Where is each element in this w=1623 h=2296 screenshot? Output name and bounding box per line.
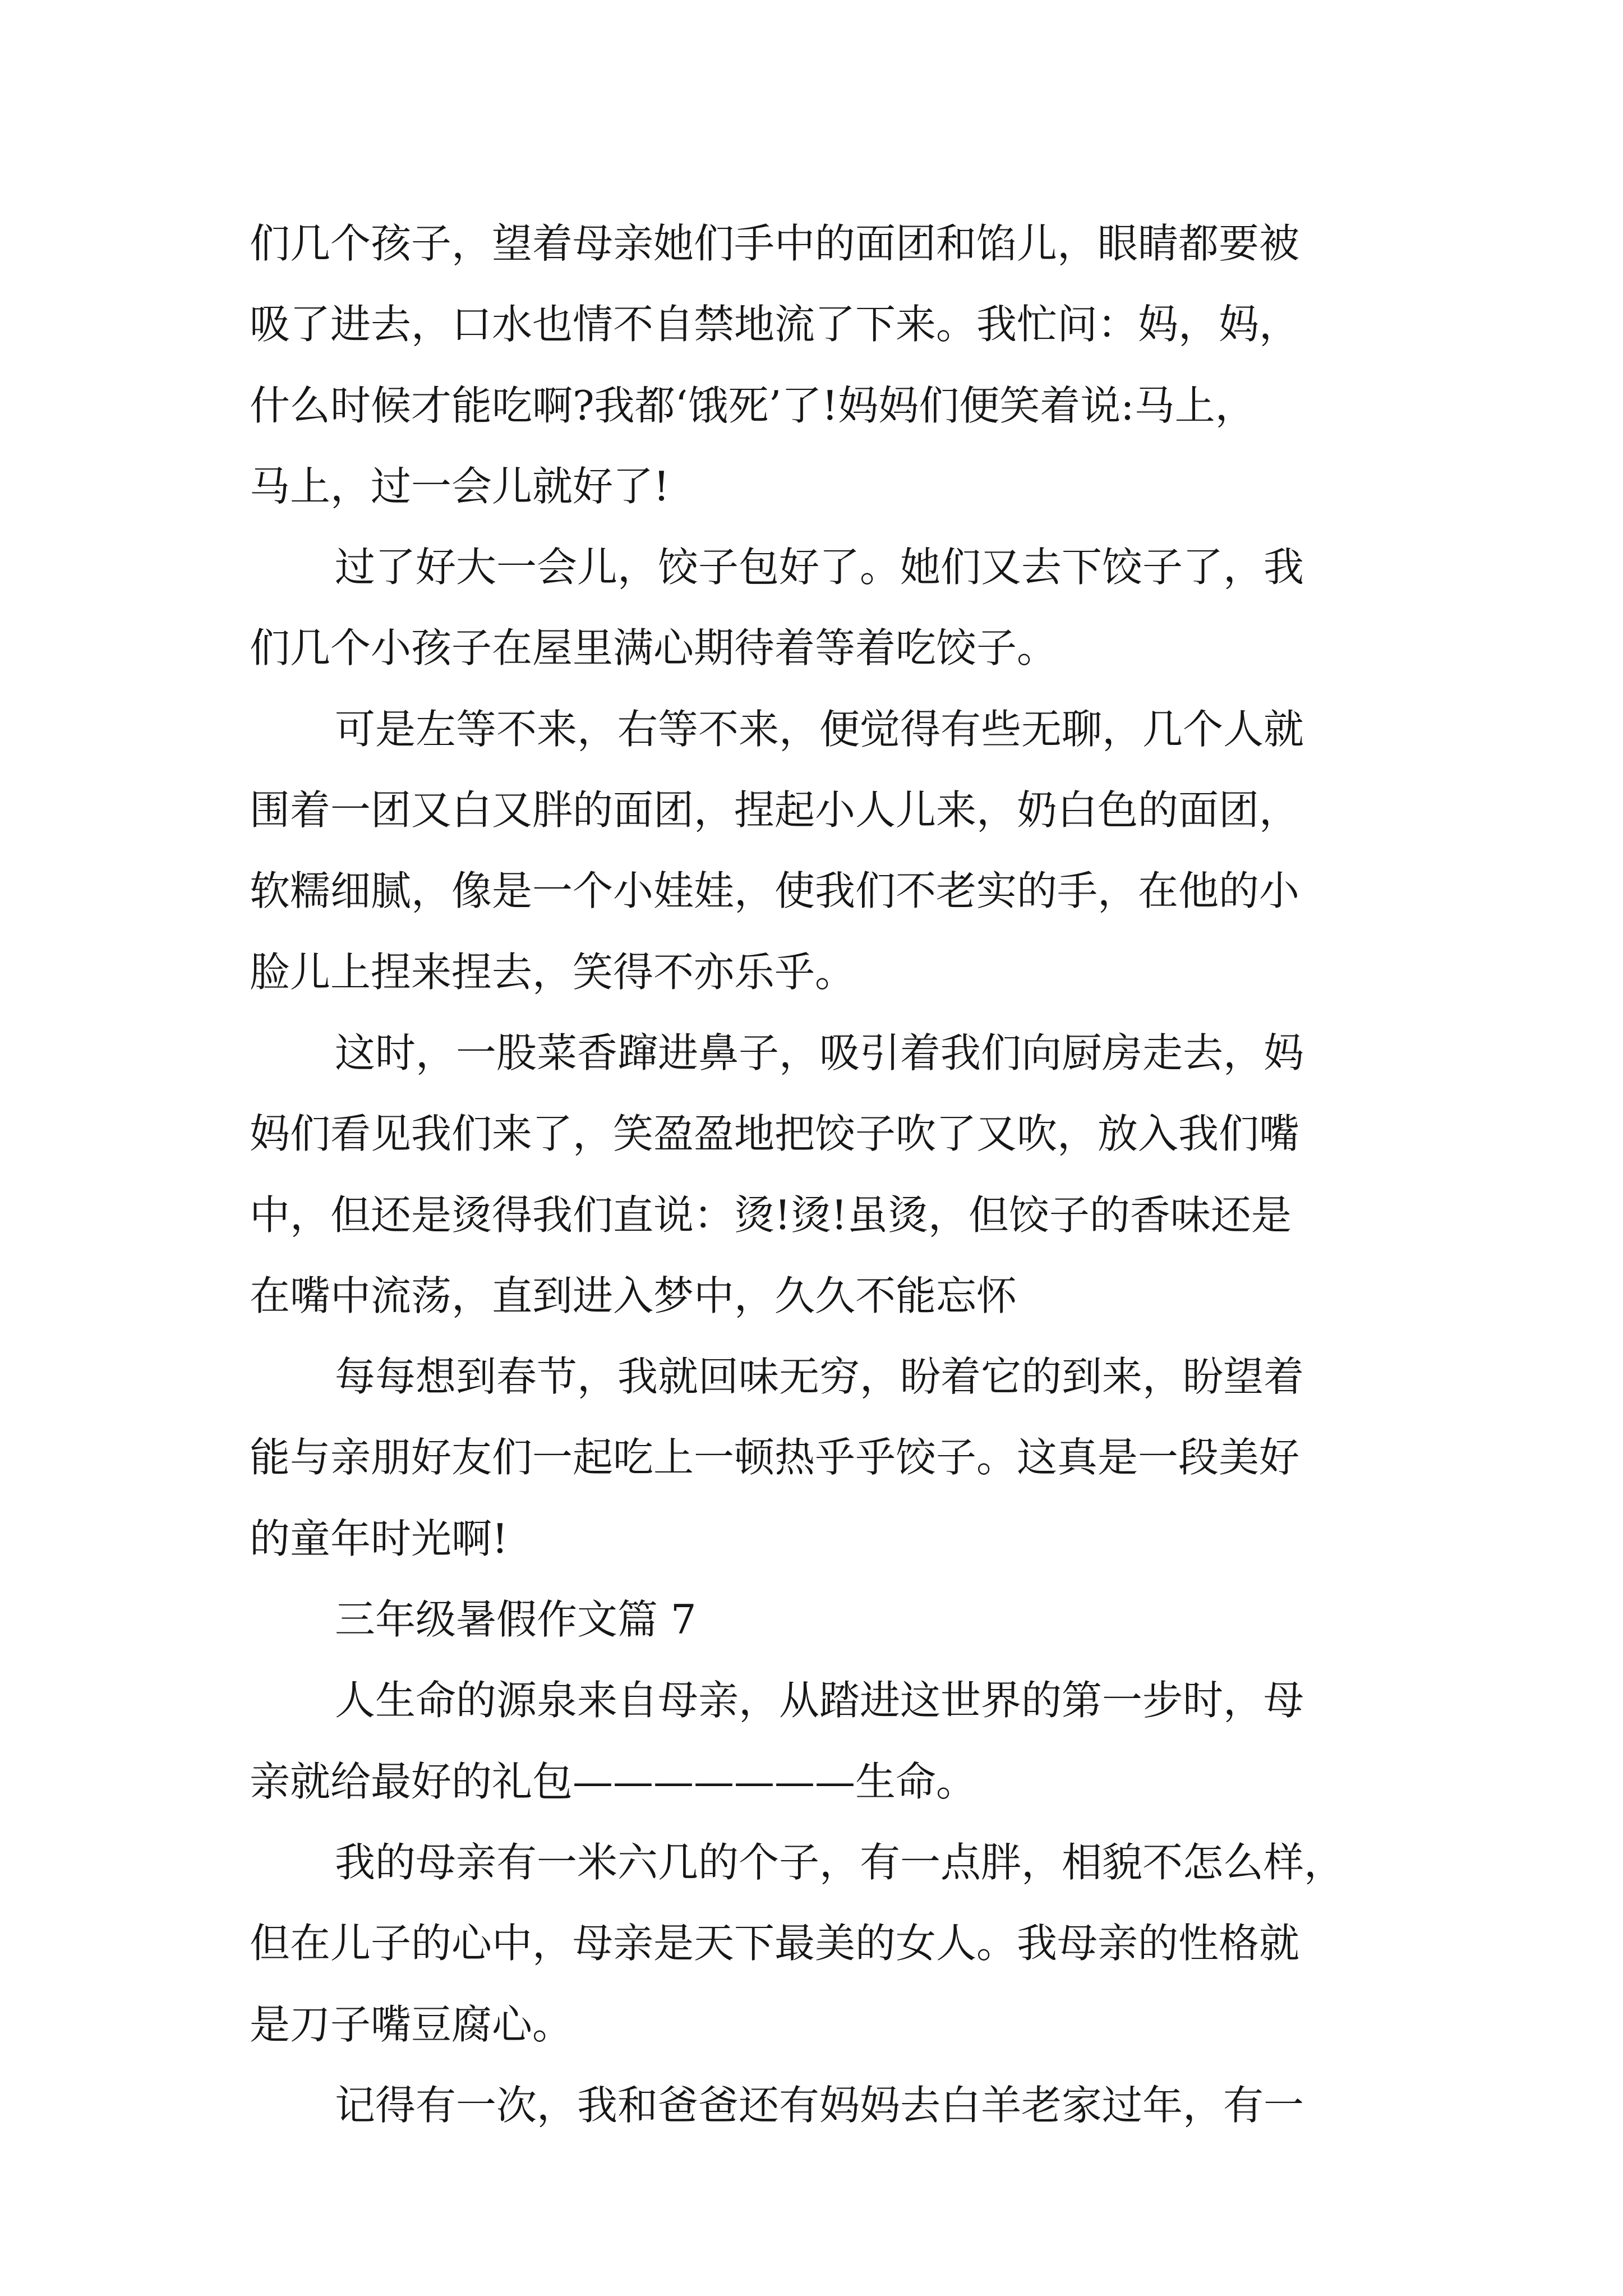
text-line: 中，但还是烫得我们直说：烫!烫!虽烫，但饺子的香味还是 xyxy=(250,1191,1292,1239)
text-line: 围着一团又白又胖的面团，捏起小人儿来，奶白色的面团， xyxy=(250,786,1300,834)
paragraph-first-line: 过了好大一会儿，饺子包好了。她们又去下饺子了，我 xyxy=(335,544,1304,591)
text-line: 脸儿上捏来捏去，笑得不亦乐乎。 xyxy=(250,948,856,996)
text-line: 什么时候才能吃啊?我都‘饿死’了!妈妈们便笑着说:马上， xyxy=(250,381,1256,429)
paragraph-first-line: 人生命的源泉来自母亲，从踏进这世界的第一步时，母 xyxy=(335,1677,1304,1724)
paragraph-first-line: 可是左等不来，右等不来，便觉得有些无聊，几个人就 xyxy=(335,705,1304,753)
text-line: 的童年时光啊! xyxy=(250,1515,508,1562)
paragraph-first-line: 记得有一次，我和爸爸还有妈妈去白羊老家过年，有一 xyxy=(335,2081,1304,2129)
text-line: 在嘴中流荡，直到进入梦中，久久不能忘怀 xyxy=(250,1272,1017,1319)
text-line: 马上，过一会儿就好了! xyxy=(250,462,670,510)
paragraph-first-line: 我的母亲有一米六几的个子，有一点胖，相貌不怎么样， xyxy=(335,1838,1345,1886)
text-line: 吸了进去，口水也情不自禁地流了下来。我忙问：妈，妈， xyxy=(250,301,1300,348)
text-line: 软糯细腻，像是一个小娃娃，使我们不老实的手，在他的小 xyxy=(250,867,1300,915)
text-line: 亲就给最好的礼包———————生命。 xyxy=(250,1757,977,1805)
text-line: 们几个小孩子在屋里满心期待着等着吃饺子。 xyxy=(250,624,1058,672)
section-heading: 三年级暑假作文篇 7 xyxy=(335,1596,697,1644)
text-line: 妈们看见我们来了，笑盈盈地把饺子吹了又吹，放入我们嘴 xyxy=(250,1110,1300,1158)
paragraph-first-line: 这时，一股菜香蹿进鼻子，吸引着我们向厨房走去，妈 xyxy=(335,1029,1304,1076)
article-body xyxy=(250,203,1394,2146)
text-line: 但在儿子的心中，母亲是天下最美的女人。我母亲的性格就 xyxy=(250,1920,1300,1967)
paragraph-first-line: 每每想到春节，我就回味无穷，盼着它的到来，盼望着 xyxy=(335,1353,1304,1401)
text-line: 是刀子嘴豆腐心。 xyxy=(250,2000,573,2048)
text-line: 们几个孩子，望着母亲她们手中的面团和馅儿，眼睛都要被 xyxy=(250,220,1300,267)
text-line: 能与亲朋好友们一起吃上一顿热乎乎饺子。这真是一段美好 xyxy=(250,1434,1300,1481)
